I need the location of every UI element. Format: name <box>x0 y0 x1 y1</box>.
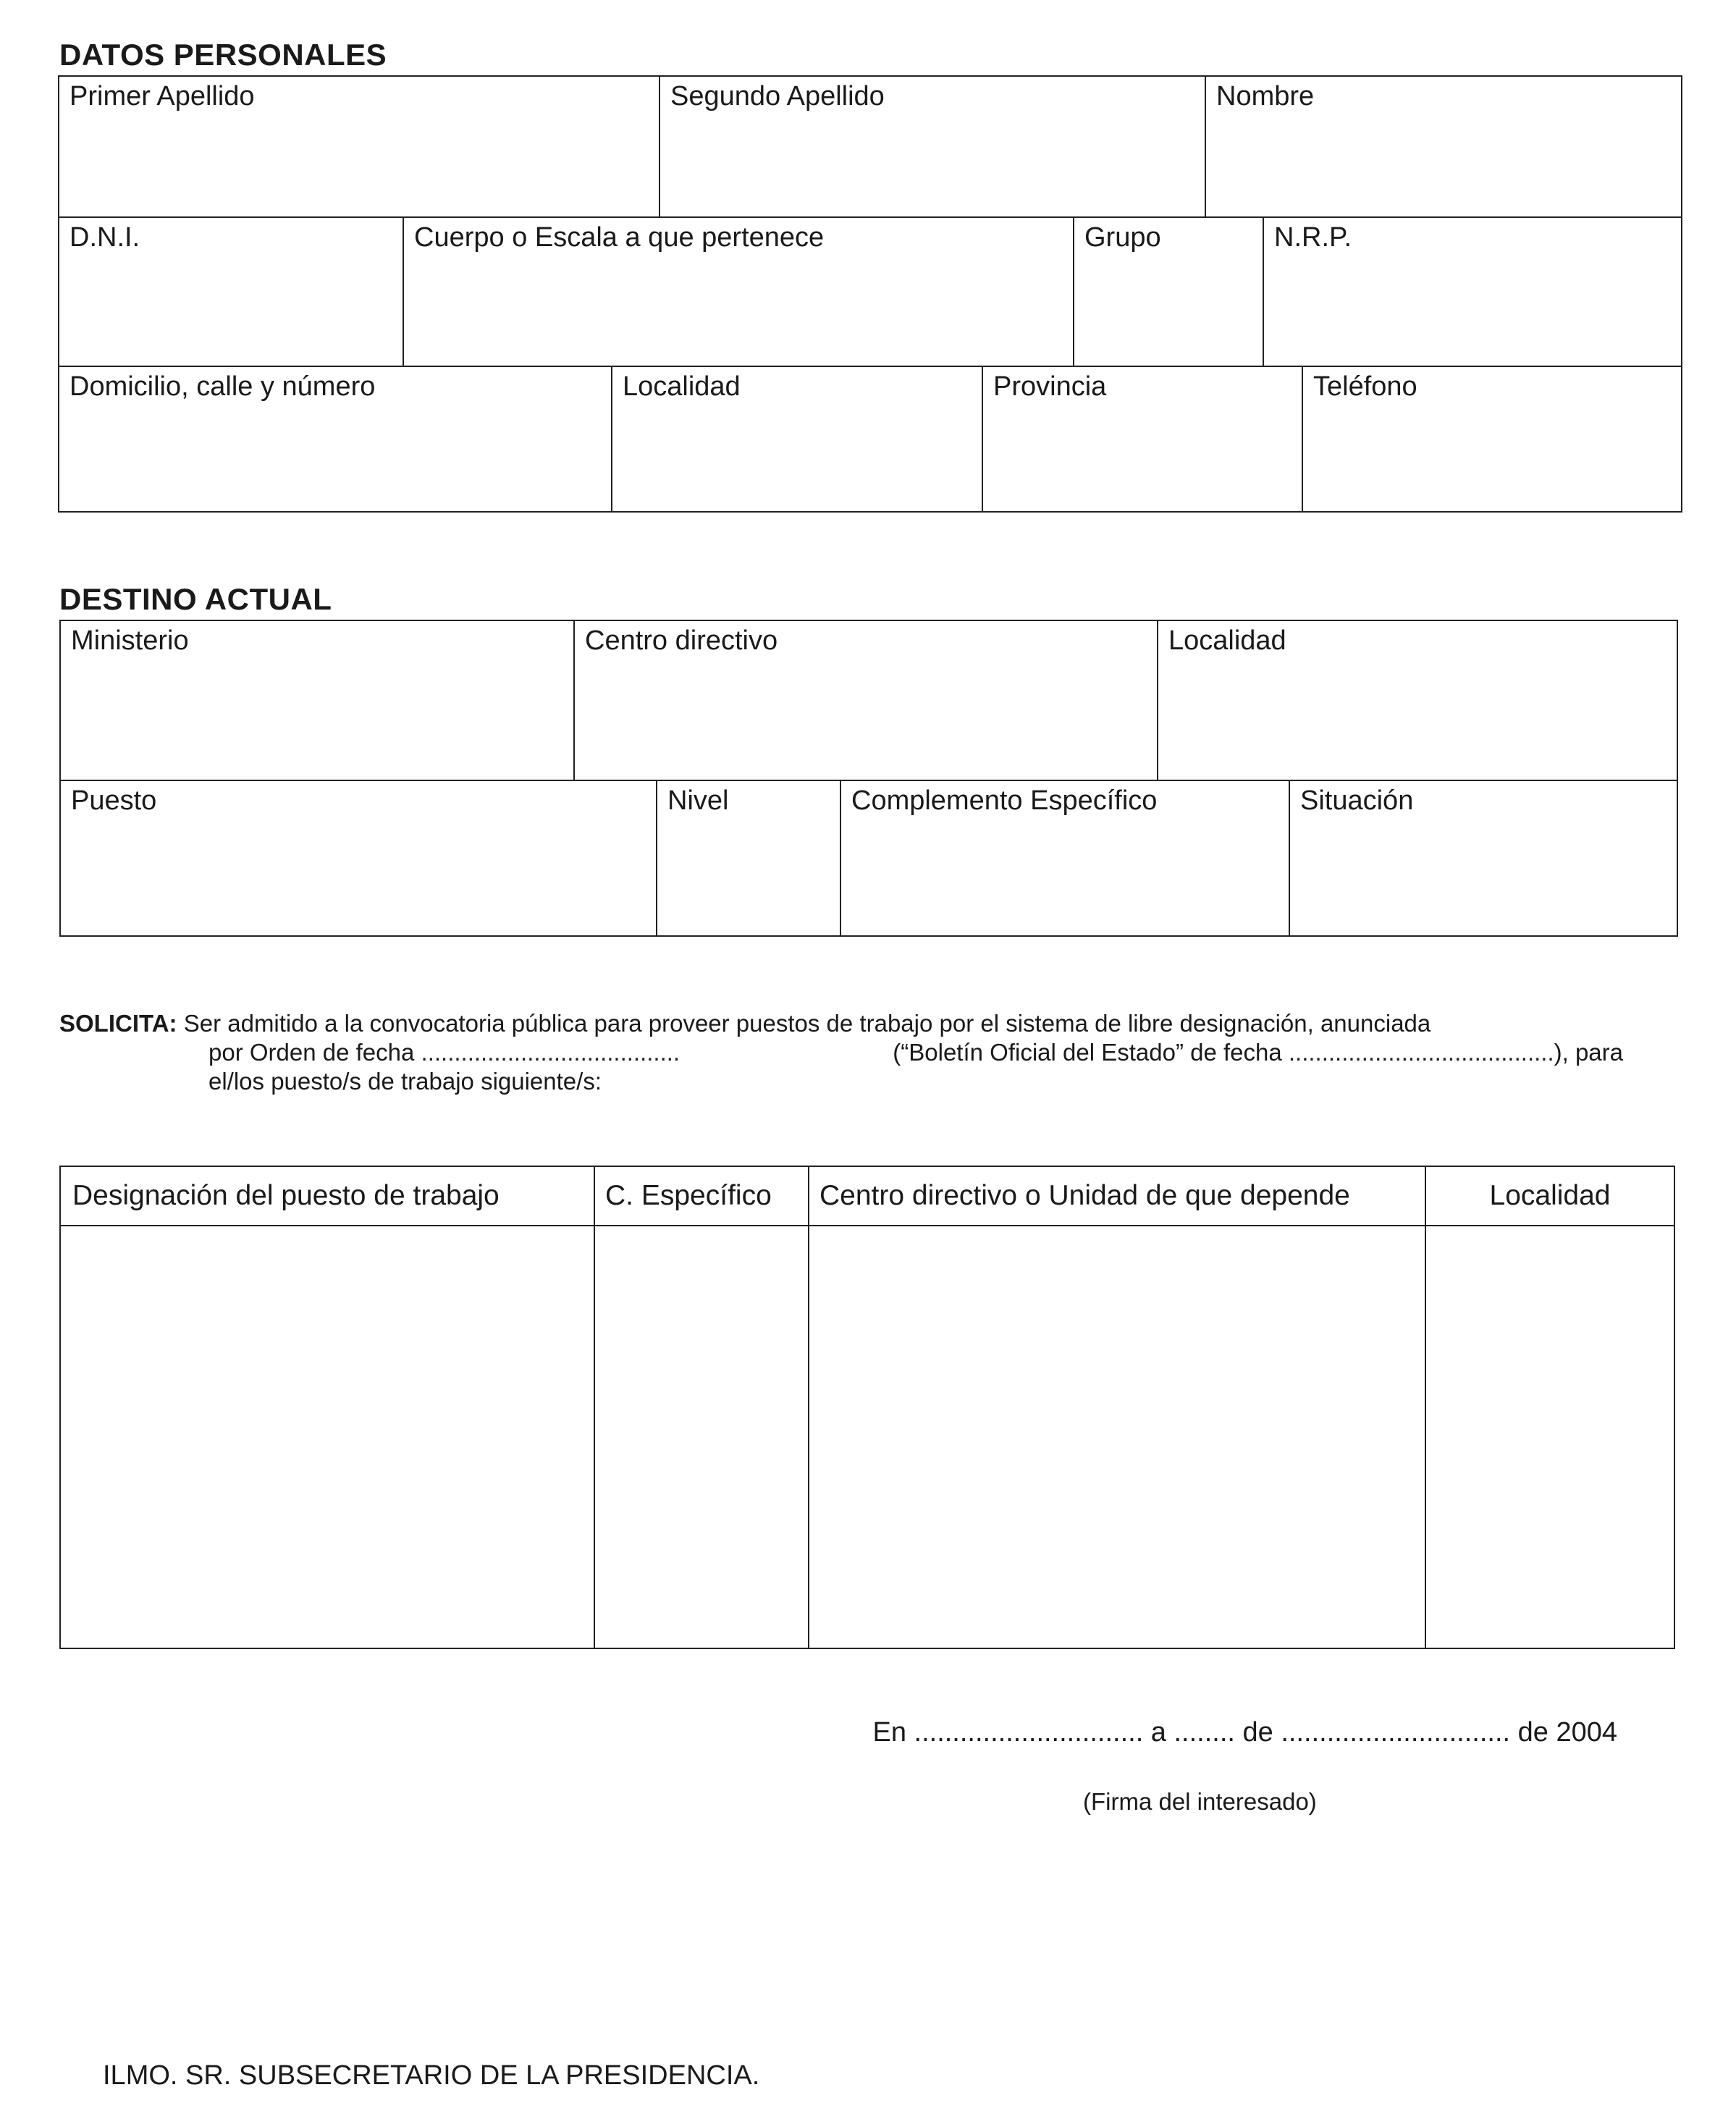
field-label: Centro directivo <box>585 625 778 656</box>
field-label: Nombre <box>1216 81 1315 111</box>
solicita-paragraph <box>59 1009 1623 1096</box>
field-segundo-apellido[interactable] <box>660 77 1206 218</box>
field-label: Complemento Específico <box>851 785 1158 816</box>
solicita-line1: Ser admitido a la convocatoria pública para proveer puestos de trabajo por el sistema de libre designación, anunciada <box>183 1010 1431 1037</box>
cell-centro-directivo[interactable] <box>809 1225 1426 1648</box>
addressee: ILMO. SR. SUBSECRETARIO DE LA PRESIDENCIA. <box>103 2060 760 2091</box>
field-nivel[interactable] <box>657 781 841 935</box>
cell-c-especifico[interactable] <box>595 1225 809 1648</box>
field-ministerio[interactable] <box>61 621 575 781</box>
field-provincia[interactable] <box>983 367 1303 512</box>
field-label: Nivel <box>667 785 729 816</box>
place-date-line: En .............................. a ........ de .............................. de 2004 <box>872 1717 1617 1748</box>
firma-caption: (Firma del interesado) <box>1083 1788 1317 1815</box>
field-situacion[interactable] <box>1290 781 1677 935</box>
datos-personales-title: DATOS PERSONALES <box>59 38 387 72</box>
field-label: Localidad <box>1168 625 1286 656</box>
field-puesto[interactable] <box>61 781 657 935</box>
solicita-line2-boe: (“Boletín Oficial del Estado” de fecha ........................................), para <box>893 1039 1623 1066</box>
header-centro-directivo: Centro directivo o Unidad de que depende <box>809 1167 1426 1225</box>
field-label: D.N.I. <box>69 222 140 253</box>
solicita-line2-orden: por Orden de fecha ....................................... <box>208 1039 681 1066</box>
field-label: Domicilio, calle y número <box>69 371 376 402</box>
field-centro-directivo[interactable] <box>575 621 1158 781</box>
field-grupo[interactable] <box>1074 218 1264 367</box>
header-localidad: Localidad <box>1489 1180 1611 1211</box>
field-label: Localidad <box>623 371 741 402</box>
field-label: Provincia <box>993 371 1107 402</box>
datos-personales-form <box>58 75 1682 513</box>
field-label: N.R.P. <box>1274 222 1352 253</box>
field-domicilio[interactable] <box>59 367 612 512</box>
field-label: Teléfono <box>1313 371 1417 402</box>
field-label: Segundo Apellido <box>670 81 885 111</box>
field-cuerpo-escala[interactable] <box>404 218 1074 367</box>
field-nrp[interactable] <box>1264 218 1681 367</box>
field-label: Puesto <box>71 785 157 816</box>
field-telefono[interactable] <box>1303 367 1681 512</box>
cell-designacion[interactable] <box>61 1225 595 1648</box>
header-c-especifico: C. Específico <box>595 1167 809 1225</box>
field-localidad[interactable] <box>612 367 983 512</box>
field-destino-localidad[interactable] <box>1158 621 1677 781</box>
field-label: Ministerio <box>71 625 189 656</box>
field-primer-apellido[interactable] <box>59 77 660 218</box>
destino-actual-title: DESTINO ACTUAL <box>59 582 332 616</box>
destino-actual-form <box>59 620 1678 937</box>
field-nombre[interactable] <box>1206 77 1681 218</box>
field-label: Grupo <box>1084 222 1161 253</box>
field-label: Situación <box>1300 785 1414 816</box>
cell-localidad[interactable] <box>1426 1225 1674 1648</box>
puestos-table <box>59 1166 1675 1649</box>
field-dni[interactable] <box>59 218 404 367</box>
field-label: Primer Apellido <box>69 81 255 111</box>
field-label: Cuerpo o Escala a que pertenece <box>414 222 825 253</box>
solicita-label: SOLICITA: <box>59 1010 177 1037</box>
field-complemento-especifico[interactable] <box>841 781 1290 935</box>
header-designacion: Designación del puesto de trabajo <box>61 1167 595 1225</box>
solicita-line3: el/los puesto/s de trabajo siguiente/s: <box>208 1068 602 1095</box>
